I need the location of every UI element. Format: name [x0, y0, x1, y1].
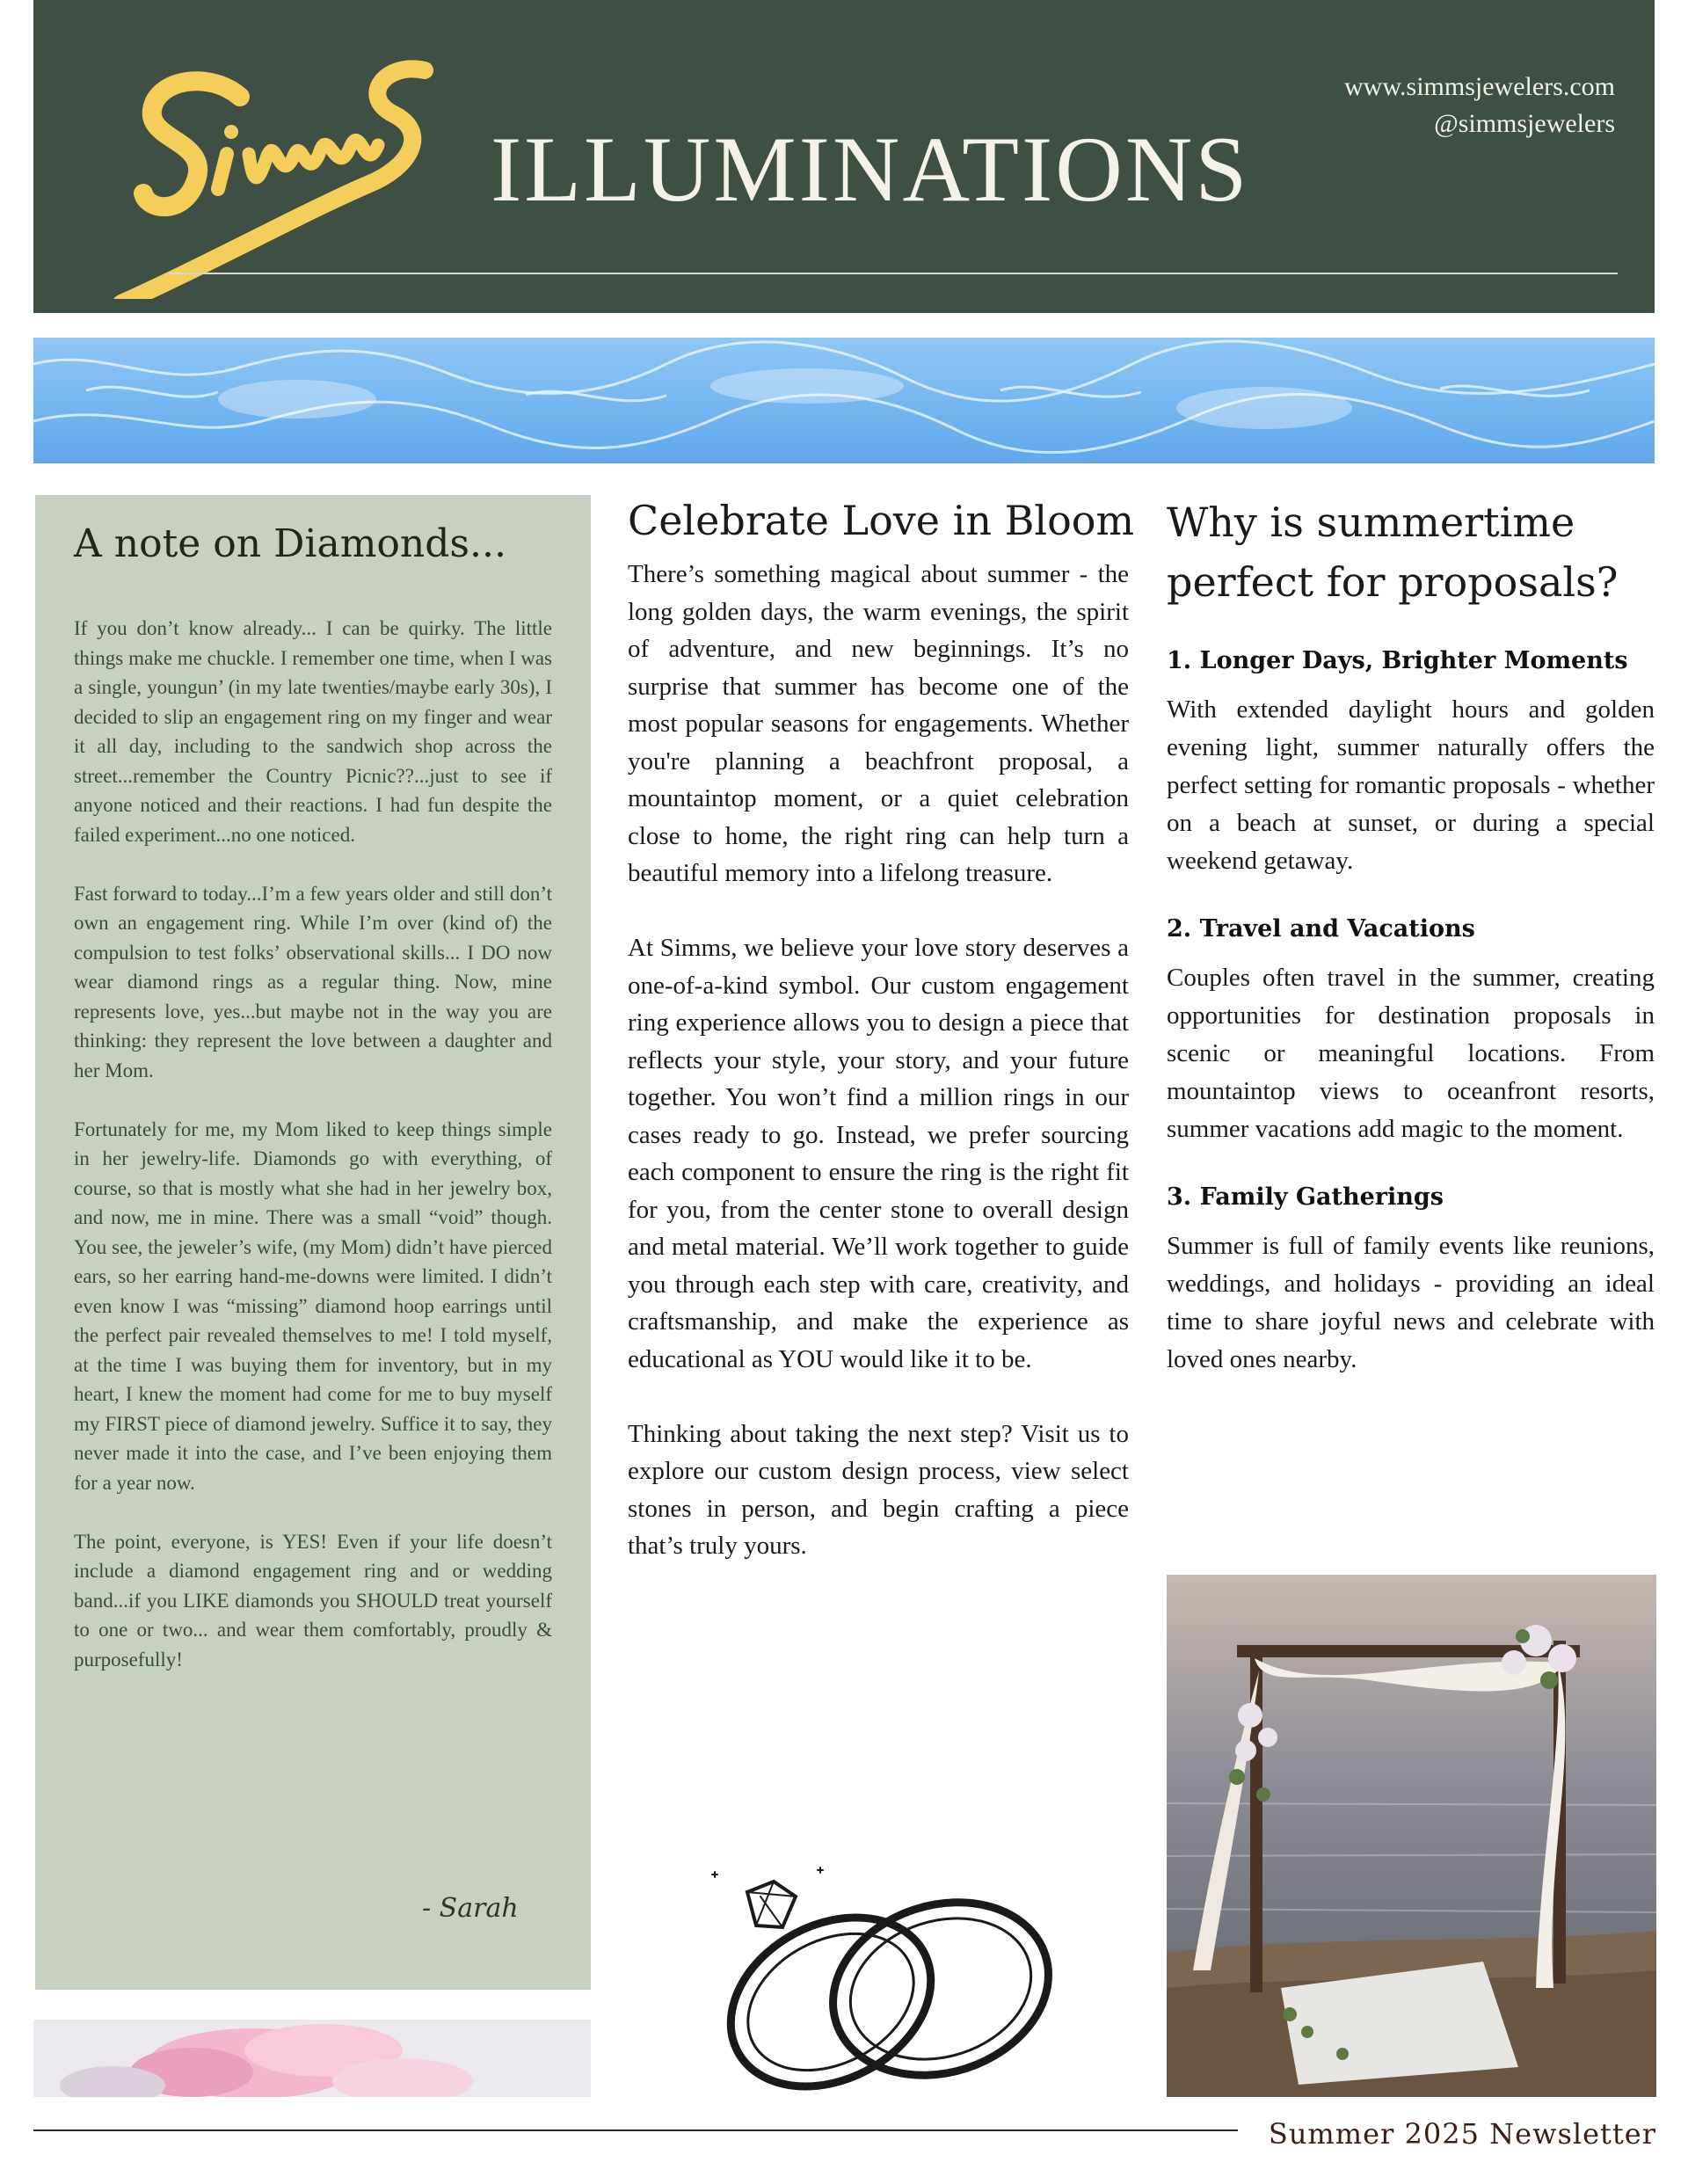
note-paragraph: Fortunately for me, my Mom liked to keep things simple in her jewelry-life. Diamonds go with everything, of course, so that is mostly what she had in her jewelry box, and now, me in mine. There was a small “void” though. You see, the jeweler’s wife, (my Mom) didn’t have pierced ears, so her earring hand-me-downs were limited. I didn’t even know I was “missing” diamond hoop earrings until the perfect pair revealed themselves to me! I told myself, at the time I was buying them for inventory, but in my heart, I knew the moment had come for me to buy myself my FIRST piece of diamond jewelry. Suffice it to say, they never made it into the case, and I’ve been enjoying them for a year now.: [74, 1117, 552, 1494]
article-column: [628, 492, 1135, 1602]
wedding-rings-icon: [695, 1857, 1064, 2094]
beach-wedding-arch-image: [1167, 1575, 1656, 2097]
article-paragraph: Thinking about taking the next step? Visit us to explore our custom design process, view select stones in person, and begin crafting a piece that’s truly yours.: [628, 1419, 1129, 1560]
note-paragraph: If you don’t know already... I can be quirky. The little things make me chuckle. I remember one time, when I was a single, youngun’ (in my late twenties/maybe early 30s), I decided to slip an engagement ring on my finger and wear it all day, including to the sandwich shop across the street...remember the Country Picnic??...just to see if anyone noticed and their reactions. I had fun despite the failed experiment...no one noticed.: [74, 617, 552, 846]
note-paragraph: The point, everyone, is YES! Even if your life doesn’t include a diamond engagement ring and or wedding band...if you LIKE diamonds you SHOULD treat yourself to one or two... and wear them comfortably, proudly & purposefully!: [74, 1530, 552, 1671]
section-heading: 1. Longer Days, Brighter Moments: [1167, 647, 1628, 674]
edition-label: Summer 2025 Newsletter: [1268, 2117, 1656, 2151]
note-on-diamonds-panel: [35, 495, 591, 1990]
proposals-column: [1167, 492, 1655, 1379]
contact-info: [1344, 69, 1615, 142]
section-text: Summer is full of family events like reunions, weddings, and holidays - providing an ideal time to share joyful news and celebrate with loved ones nearby.: [1167, 1232, 1655, 1373]
section-heading: 2. Travel and Vacations: [1167, 915, 1475, 943]
header-divider: [169, 273, 1618, 274]
water-banner-image: [33, 338, 1655, 463]
flower-banner-image: [33, 2020, 591, 2097]
article-paragraph: At Simms, we believe your love story deserves a one-of-a-kind symbol. Our custom engagement ring experience allows you to design a piece that reflects your style, your story, and your future together. You won’t find a million rings in our cases ready to go. Instead, we prefer sourcing each component to ensure the ring is the right fit for you, from the center stone to overall design and metal material. We’ll work together to guide you through each step with care, creativity, and craftsmanship, and make the experience as educational as YOU would like it to be.: [628, 934, 1129, 1373]
note-body: [74, 614, 552, 1704]
article-paragraph: There’s something magical about summer - the long golden days, the warm evenings, the spirit of adventure, and new beginnings. It’s no surprise that summer has become one of the most popular seasons for engagements. Whether you're planning a beachfront proposal, a mountaintop moment, or a quiet celebration close to home, the right ring can help turn a beautiful memory into a lifelong treasure.: [628, 560, 1129, 887]
website-link[interactable]: www.simmsjewelers.com: [1344, 72, 1615, 101]
footer-divider: [33, 2129, 1238, 2131]
section-heading: 3. Family Gatherings: [1167, 1183, 1444, 1211]
article-title: Celebrate Love in Bloom: [628, 497, 1135, 544]
newsletter-title: ILLUMINATIONS: [491, 118, 1250, 221]
signature: - Sarah: [422, 1893, 519, 1924]
note-title: A note on Diamonds...: [74, 521, 506, 566]
newsletter-header: [33, 0, 1655, 313]
article-body: [628, 556, 1129, 1565]
social-handle[interactable]: @simmsjewelers: [1434, 109, 1615, 138]
proposals-title: Why is summertime perfect for proposals?: [1167, 499, 1619, 606]
section-text: Couples often travel in the summer, creating opportunities for destination proposals in scenic or meaningful locations. From mountaintop views to oceanfront resorts, summer vacations add magic to the moment.: [1167, 964, 1655, 1143]
note-paragraph: Fast forward to today...I’m a few years older and still don’t own an engagement ring. While I’m over (kind of) the compulsion to test folks’ observational skills... I DO now wear diamond rings as a regular thing. Now, mine represents love, yes...but maybe not in the way you are thinking: they represent the love between a daughter and her Mom.: [74, 882, 552, 1081]
section-text: With extended daylight hours and golden evening light, summer naturally offers the perfect setting for romantic proposals - whether on a beach at sunset, or during a special weekend getaway.: [1167, 695, 1655, 875]
